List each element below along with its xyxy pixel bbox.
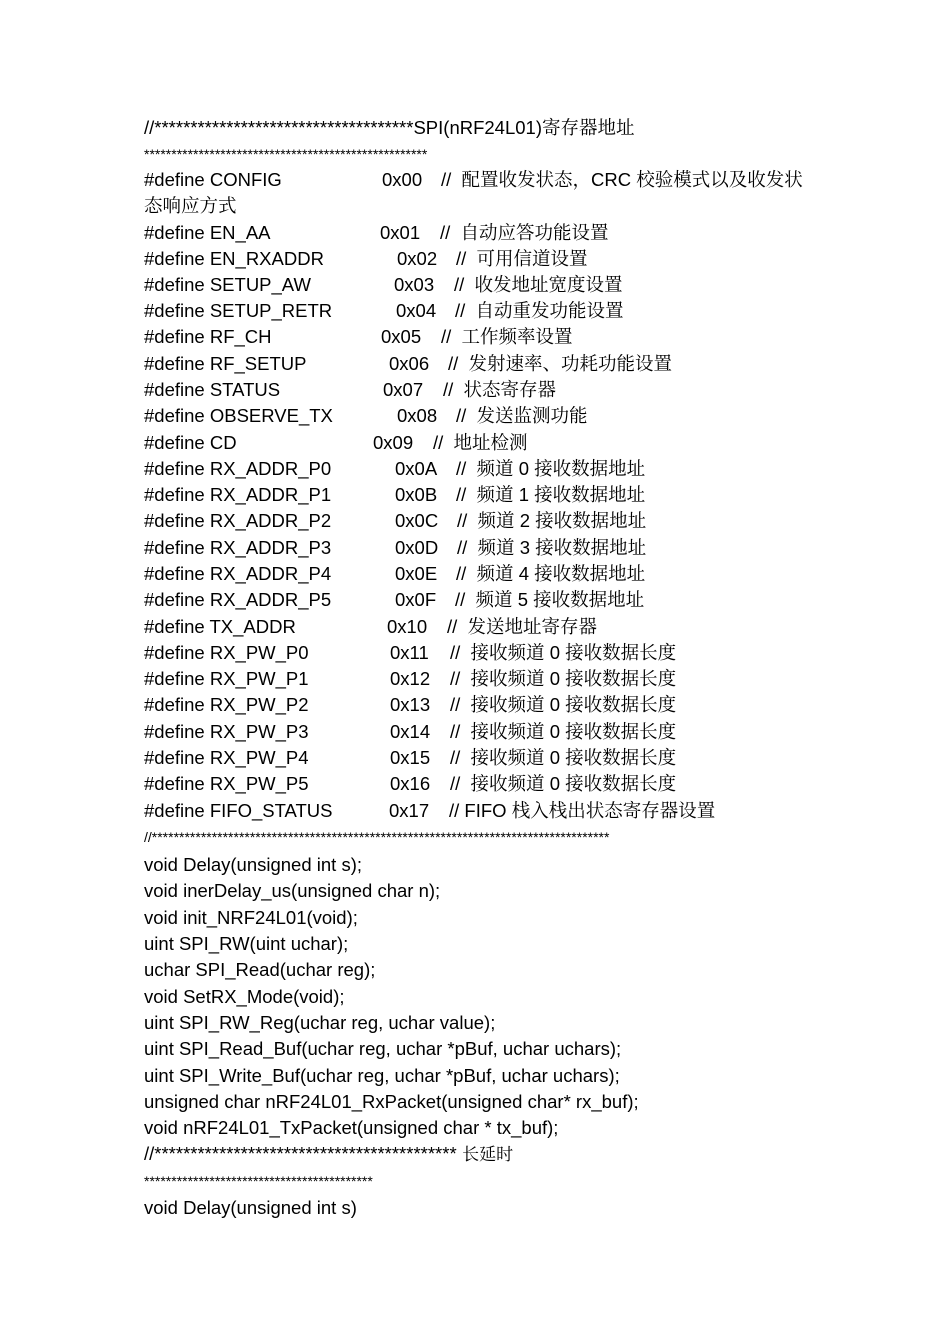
define-row: #define RX_PW_P0 0x11 // 接收频道 0 接收数据长度 [144,642,677,663]
prototype-line: uint SPI_RW(uint uchar); [144,933,349,954]
header-stars: //************************************ [144,117,414,138]
prototype-line: unsigned char nRF24L01_RxPacket(unsigned char* rx_buf); [144,1091,639,1112]
footer-stars: //****************************************** [144,1143,457,1164]
define-row: #define STATUS 0x07 // 状态寄存器 [144,379,557,400]
prototype-line: void init_NRF24L01(void); [144,907,358,928]
function-signature-line: void Delay(unsigned int s) [144,1197,357,1218]
footer-title: 长延时 [456,1145,514,1165]
header-title: SPI(nRF24L01)寄存器地址 [413,117,635,138]
define-row: #define CONFIG 0x00 // 配置收发状态，CRC 校验模式以及收发状 [144,169,803,190]
footer-stars-line: ****************************************** [144,1173,373,1189]
define-row: #define RX_PW_P5 0x16 // 接收频道 0 接收数据长度 [144,773,677,794]
define-row: #define FIFO_STATUS 0x17 // FIFO 栈入栈出状态寄存器设置 [144,800,716,821]
header-stars-line: **************************************************** [144,146,428,162]
define-row: #define RF_CH 0x05 // 工作频率设置 [144,326,573,347]
prototype-line: uint SPI_Write_Buf(uchar reg, uchar *pBuf, uchar uchars); [144,1065,620,1086]
separator-line: //************************************************************************************ [144,829,610,845]
define-row: #define RX_PW_P4 0x15 // 接收频道 0 接收数据长度 [144,747,677,768]
define-row: #define CD 0x09 // 地址检测 [144,432,528,453]
define-row: #define TX_ADDR 0x10 // 发送地址寄存器 [144,616,598,637]
define-row: #define RX_ADDR_P3 0x0D // 频道 3 接收数据地址 [144,537,647,558]
define-row: #define RX_PW_P3 0x14 // 接收频道 0 接收数据长度 [144,721,677,742]
header-line [144,115,635,141]
prototype-line: void SetRX_Mode(void); [144,986,345,1007]
define-row: #define RX_PW_P2 0x13 // 接收频道 0 接收数据长度 [144,694,677,715]
define-row: #define RX_ADDR_P0 0x0A // 频道 0 接收数据地址 [144,458,646,479]
prototype-line: void inerDelay_us(unsigned char n); [144,880,441,901]
define-row: #define EN_RXADDR 0x02 // 可用信道设置 [144,248,588,269]
prototype-line: void nRF24L01_TxPacket(unsigned char * tx_buf); [144,1117,559,1138]
define-row: #define SETUP_RETR 0x04 // 自动重发功能设置 [144,300,624,321]
define-row: #define RX_ADDR_P4 0x0E // 频道 4 接收数据地址 [144,563,646,584]
define-row: #define RX_ADDR_P5 0x0F // 频道 5 接收数据地址 [144,589,645,610]
define-row: #define RX_ADDR_P2 0x0C // 频道 2 接收数据地址 [144,510,647,531]
define-row: #define EN_AA 0x01 // 自动应答功能设置 [144,222,609,243]
define-row: #define RX_PW_P1 0x12 // 接收频道 0 接收数据长度 [144,668,677,689]
define-row: #define SETUP_AW 0x03 // 收发地址宽度设置 [144,274,623,295]
define-comment-continuation: 态响应方式 [144,195,237,216]
define-row: #define RF_SETUP 0x06 // 发射速率、功耗功能设置 [144,353,673,374]
prototype-line: uint SPI_Read_Buf(uchar reg, uchar *pBuf, uchar uchars); [144,1038,622,1059]
define-row: #define OBSERVE_TX 0x08 // 发送监测功能 [144,405,588,426]
prototype-line: void Delay(unsigned int s); [144,854,362,875]
prototype-line: uchar SPI_Read(uchar reg); [144,959,376,980]
define-row: #define RX_ADDR_P1 0x0B // 频道 1 接收数据地址 [144,484,646,505]
prototype-line: uint SPI_RW_Reg(uchar reg, uchar value); [144,1012,496,1033]
footer-header-line [144,1141,513,1167]
